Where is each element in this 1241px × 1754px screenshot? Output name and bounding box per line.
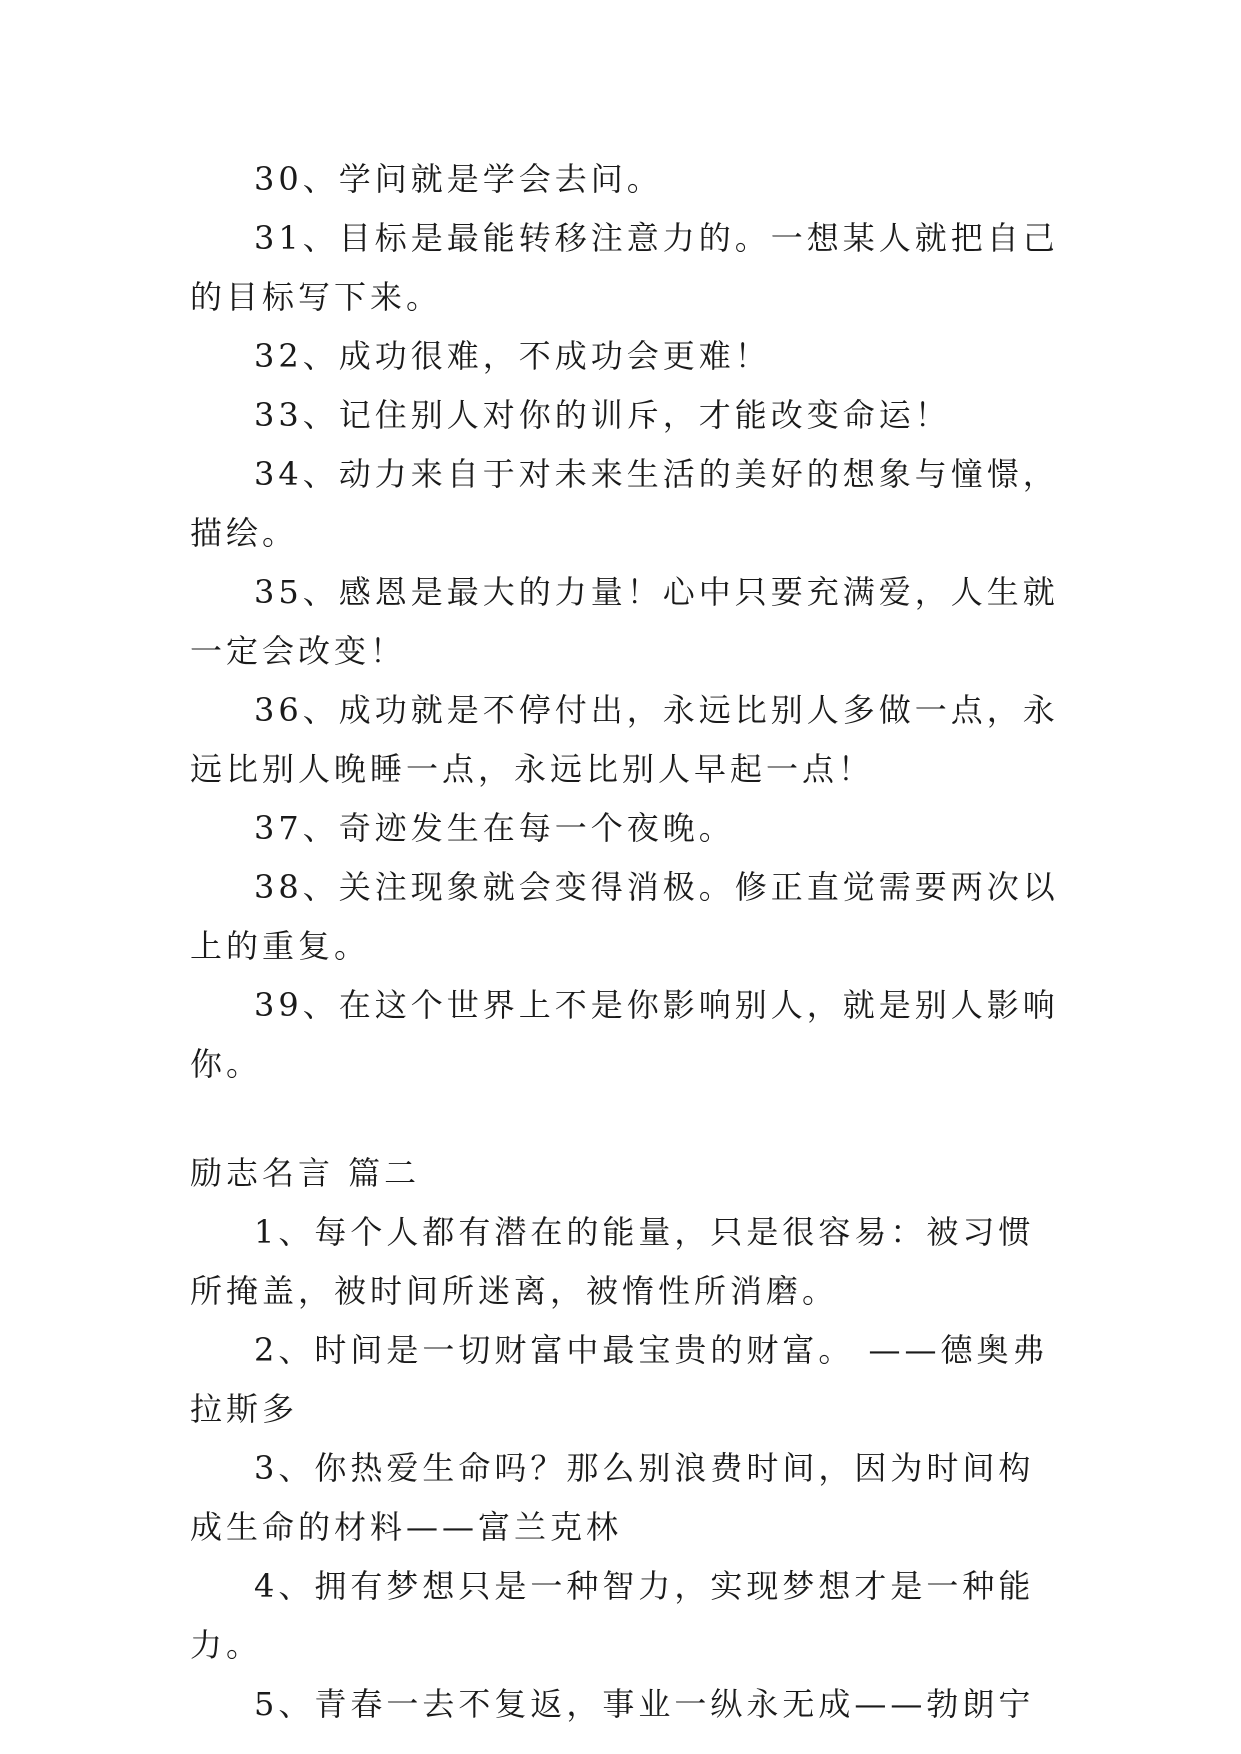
- quote-paragraph: 38、关注现象就会变得消极。修正直觉需要两次以上的重复。: [190, 868, 1059, 965]
- quote-paragraph: 35、感恩是最大的力量！心中只要充满爱，人生就一定会改变！: [190, 573, 1059, 670]
- quote-paragraph: 3、你热爱生命吗？那么别浪费时间，因为时间构成生命的材料——富兰克林: [190, 1449, 1035, 1546]
- quote-paragraph: 30、学问就是学会去问。: [254, 160, 663, 198]
- section-heading: 励志名言 篇二: [190, 1154, 421, 1192]
- document-content: [190, 150, 1070, 1734]
- section-spacer: [190, 1094, 1070, 1144]
- quote-paragraph: 32、成功很难，不成功会更难！: [254, 337, 771, 375]
- quote-paragraph: 4、拥有梦想只是一种智力，实现梦想才是一种能力。: [190, 1567, 1035, 1664]
- quote-paragraph: 31、目标是最能转移注意力的。一想某人就把自己的目标写下来。: [190, 219, 1059, 316]
- quote-paragraph: 1、每个人都有潜在的能量，只是很容易：被习惯所掩盖，被时间所迷离，被惰性所消磨。: [190, 1213, 1035, 1310]
- quote-paragraph: 39、在这个世界上不是你影响别人，就是别人影响你。: [190, 986, 1059, 1083]
- quote-paragraph: 37、奇迹发生在每一个夜晚。: [254, 809, 735, 847]
- quote-paragraph: 2、时间是一切财富中最宝贵的财富。 ——德奥弗拉斯多: [190, 1331, 1049, 1428]
- quote-paragraph: 5、青春一去不复返，事业一纵永无成——勃朗宁: [254, 1685, 1035, 1723]
- quote-paragraph: 36、成功就是不停付出，永远比别人多做一点，永远比别人晚睡一点，永远比别人早起一点！: [190, 691, 1059, 788]
- quote-paragraph: 33、记住别人对你的训斥，才能改变命运！: [254, 396, 951, 434]
- quote-paragraph: 34、动力来自于对未来生活的美好的想象与憧憬，描绘。: [190, 455, 1059, 552]
